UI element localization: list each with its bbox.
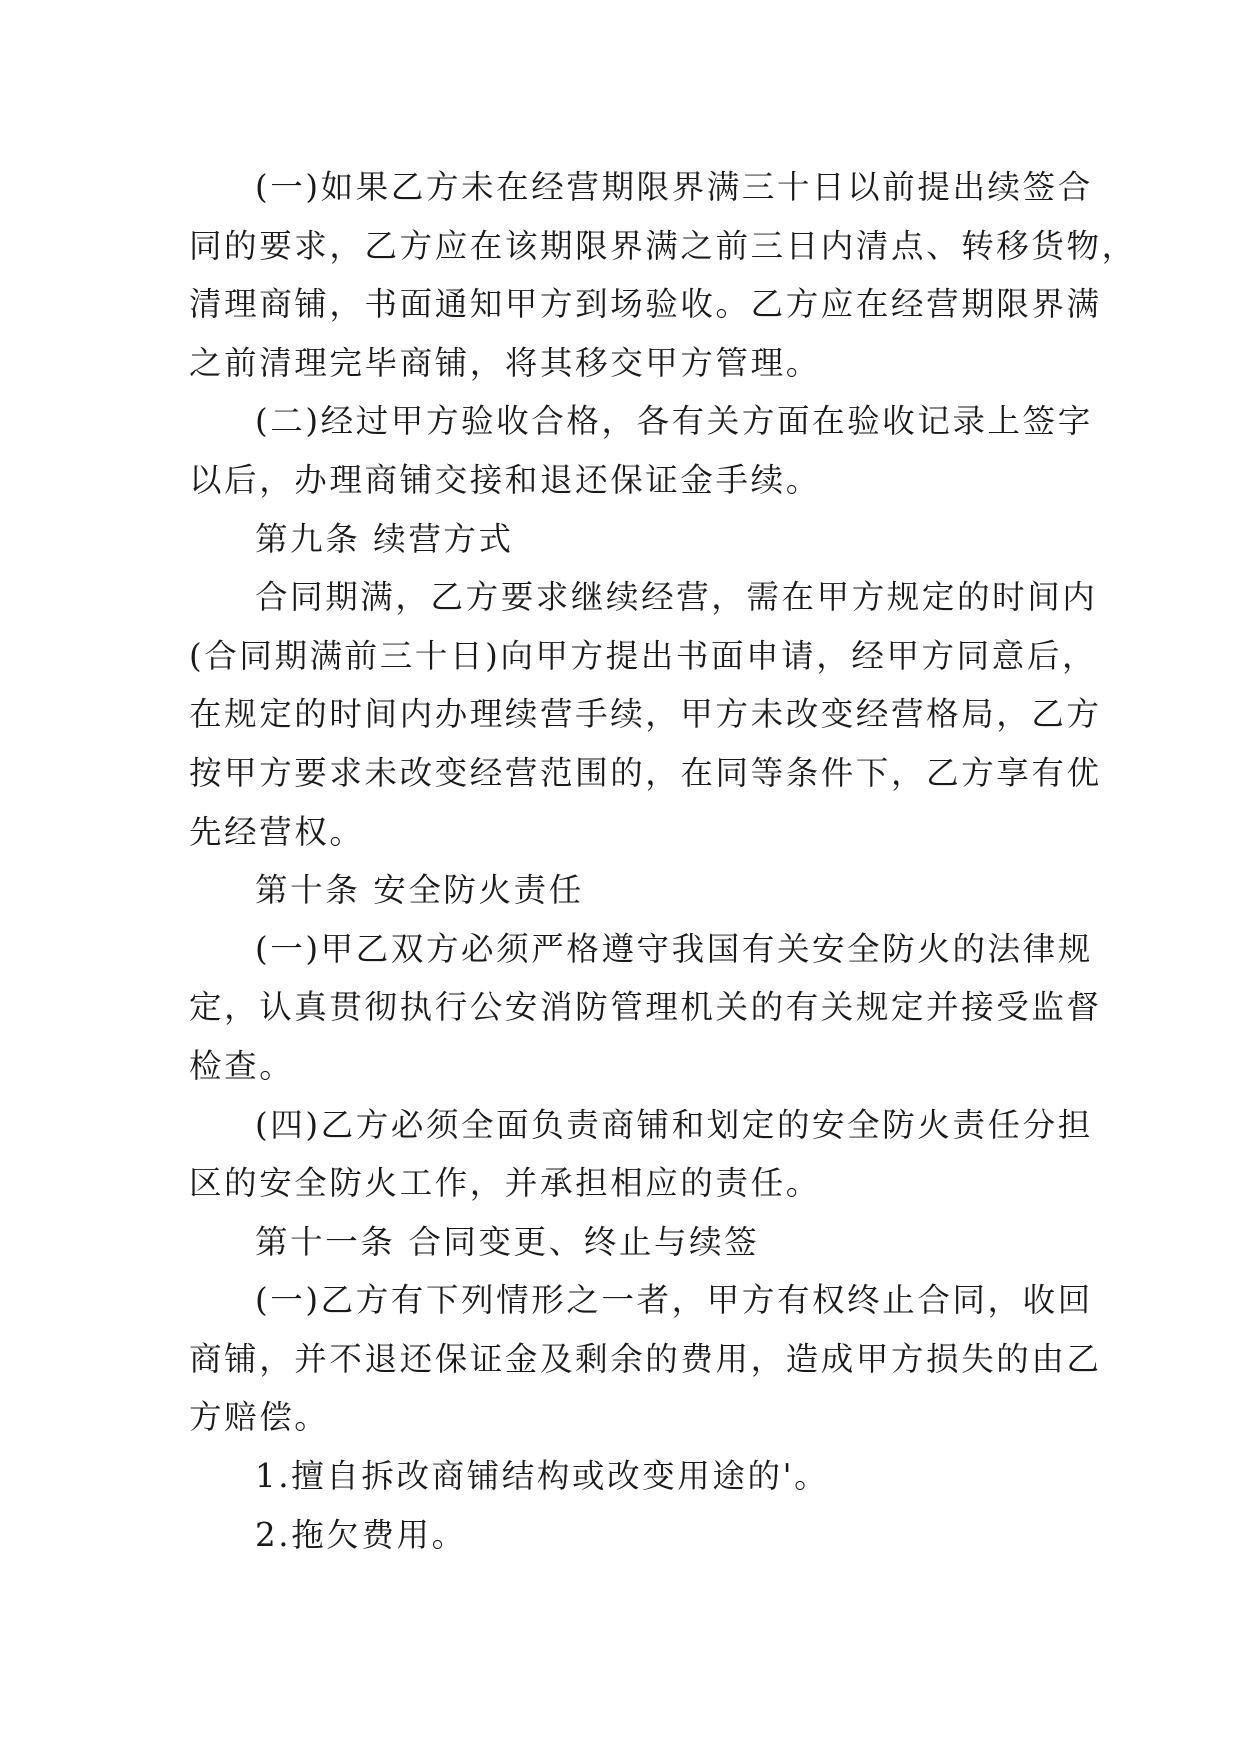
text-line: 检查。 (189, 1046, 295, 1085)
text-line: 合同期满，乙方要求继续经营，需在甲方规定的时间内 (255, 578, 1098, 617)
text-line: 方赔偿。 (189, 1398, 330, 1437)
text-line: 按甲方要求未改变经营范围的，在同等条件下，乙方享有优 (189, 753, 1102, 792)
text-line: (一)甲乙双方必须严格遵守我国有关安全防火的法律规 (255, 929, 1093, 968)
list-item: 2.拖欠费用。 (255, 1515, 467, 1554)
text-line: 定，认真贯彻执行公安消防管理机关的有关规定并接受监督 (189, 988, 1102, 1027)
list-item: 1.擅自拆改商铺结构或改变用途的'。 (255, 1457, 830, 1496)
text-line: 区的安全防火工作，并承担相应的责任。 (189, 1164, 821, 1203)
text-line: (二)经过甲方验收合格，各有关方面在验收记录上签字 (255, 402, 1093, 441)
text-line: (一)如果乙方未在经营期限界满三十日以前提出续签合 (255, 168, 1093, 206)
text-line: 之前清理完毕商铺，将其移交甲方管理。 (189, 343, 821, 382)
text-line: 以后，办理商铺交接和退还保证金手续。 (189, 460, 821, 499)
text-line: (一)乙方有下列情形之一者，甲方有权终止合同，收回 (255, 1281, 1093, 1320)
text-line: 商铺，并不退还保证金及剩余的费用，造成甲方损失的由乙 (189, 1339, 1102, 1378)
text-line: 清理商铺，书面通知甲方到场验收。乙方应在经营期限界满 (189, 285, 1102, 324)
section-heading: 第十条 安全防火责任 (255, 871, 584, 910)
text-line: (四)乙方必须全面负责商铺和划定的安全防火责任分担 (255, 1105, 1093, 1144)
text-line: 同的要求，乙方应在该期限界满之前三日内清点、转移货物， (189, 226, 1137, 265)
text-line: 先经营权。 (189, 812, 365, 851)
section-heading: 第九条 续营方式 (255, 519, 514, 558)
text-line: (合同期满前三十日)向甲方提出书面申请，经甲方同意后， (189, 636, 1098, 675)
section-heading: 第十一条 合同变更、终止与续签 (255, 1222, 760, 1261)
text-line: 在规定的时间内办理续营手续，甲方未改变经营格局，乙方 (189, 695, 1102, 734)
document-body (189, 158, 1137, 1564)
